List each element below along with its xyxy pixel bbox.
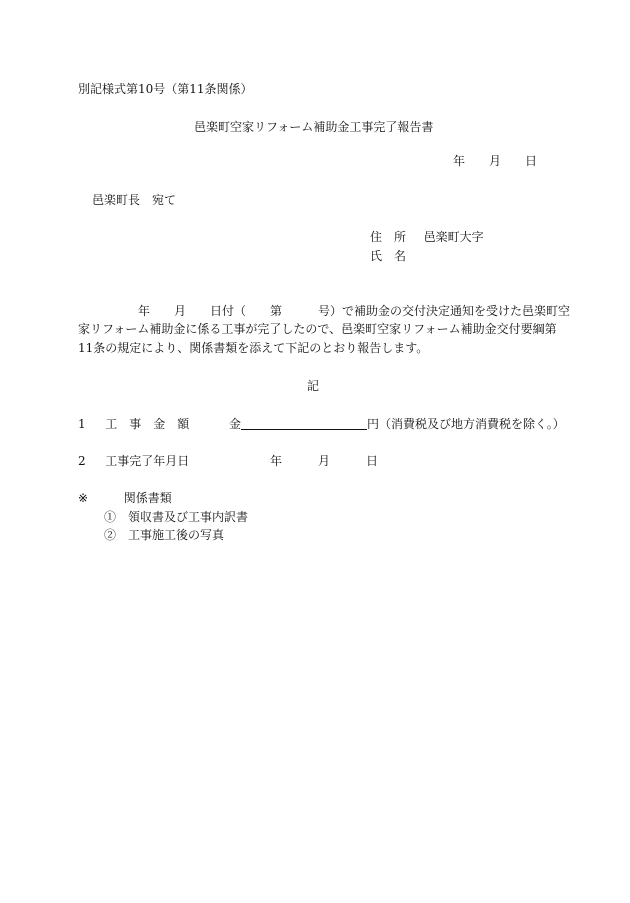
form-label: 別記様式第10号（第11条関係） (78, 82, 253, 96)
address-value: 邑楽町大字 (423, 230, 484, 244)
applicant-name (370, 249, 406, 263)
completion-date: 年 月 日 (270, 454, 379, 468)
item-number: 1 (78, 417, 86, 431)
item-amount (78, 417, 565, 431)
amount-label: 工 事 金 額 (105, 417, 190, 431)
submission-date: 年 月 日 (453, 154, 538, 168)
attachments-heading (78, 491, 172, 505)
item-number: 2 (78, 454, 86, 468)
item-completion (78, 454, 189, 468)
attachments-title: 関係書類 (123, 491, 172, 505)
document-title: 邑楽町空家リフォーム補助金工事完了報告書 (194, 120, 434, 134)
amount-suffix: 円（消費税及び地方消費税を除く。） (366, 417, 565, 431)
amount-prefix: 金 (228, 417, 241, 431)
ki-heading: 記 (307, 379, 320, 393)
attachment-item: ① 領収書及び工事内訳書 (104, 510, 249, 524)
note-mark: ※ (78, 491, 89, 505)
addressee: 邑楽町長 宛て (92, 193, 177, 207)
attachment-item: ② 工事施工後の写真 (104, 528, 225, 542)
body-line-3: 11条の規定により、関係書類を添えて下記のとおり報告します。 (78, 341, 429, 355)
body-line-1: 年 月 日付（ 第 号）で補助金の交付決定通知を受けた邑楽町空 (138, 304, 571, 318)
name-label: 氏 名 (370, 249, 407, 263)
completion-label: 工事完了年月日 (105, 454, 190, 468)
amount-blank-underline (241, 417, 367, 430)
applicant-address (370, 230, 484, 244)
address-label: 住 所 (370, 230, 407, 244)
body-line-2: 家リフォーム補助金に係る工事が完了したので、邑楽町空家リフォーム補助金交付要綱第 (78, 322, 557, 336)
